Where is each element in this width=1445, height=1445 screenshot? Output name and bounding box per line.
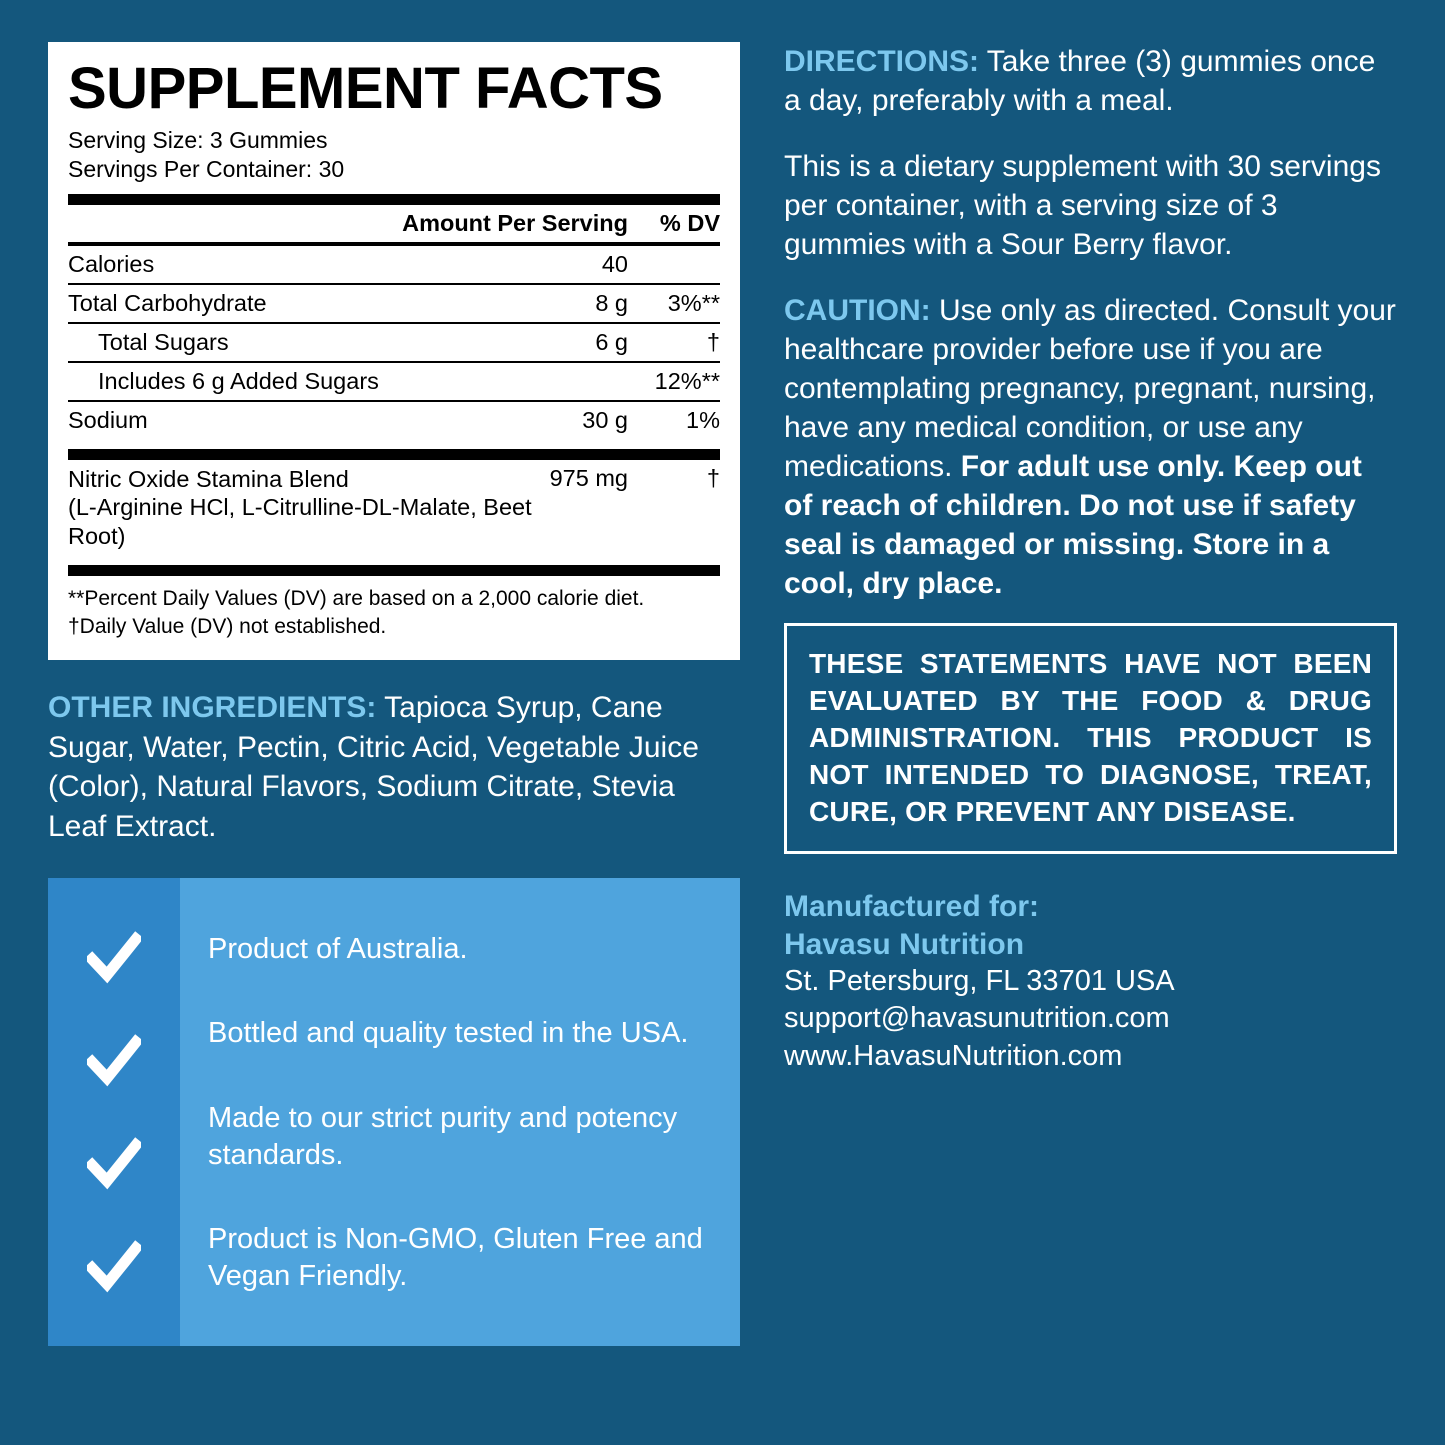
nutrient-rows-5 (68, 402, 720, 439)
feature-checklist (48, 878, 740, 1346)
nutrient-dv: 3%** (667, 289, 720, 316)
checklist-text-column (180, 878, 740, 1346)
caution-bold-text: For adult use only. Keep out of reach of children. Do not use if safety seal is damaged or missing. Store in a cool, dry place. (784, 450, 1362, 600)
blend-subingredients: (L-Arginine HCl, L-Citrulline-DL-Malate, Beet Root) (68, 494, 532, 549)
manufacturer-website[interactable]: www.HavasuNutrition.com (784, 1039, 1123, 1072)
nutrient-name: Total Carbohydrate (68, 289, 267, 316)
other-ingredients (48, 688, 740, 846)
checkmark-column (48, 878, 180, 1346)
manufacturer-name: Havasu Nutrition (784, 927, 1025, 961)
supplement-facts-table (68, 205, 720, 242)
nutrient-amount: 40 (601, 250, 628, 277)
left-column (48, 42, 740, 1403)
supplement-facts-panel (48, 42, 740, 660)
nutrient-amount: 30 g (582, 406, 628, 433)
other-ingredients-text: Tapioca Syrup, Cane Sugar, Water, Pectin, Citric Acid, Vegetable Juice (Color), Natural Flavors, Sodium Citrate, Stevia Leaf Extract. (48, 691, 699, 843)
blend-name: Nitric Oxide Stamina Blend (68, 465, 349, 492)
table-row (68, 363, 720, 400)
divider-thick-bottom (68, 565, 720, 576)
nutrient-rows-2 (68, 285, 720, 322)
table-row (68, 402, 720, 439)
manufacturer-block (784, 888, 1397, 1075)
nutrient-name: Total Sugars (98, 328, 229, 355)
fda-disclaimer-text: THESE STATEMENTS HAVE NOT BEEN EVALUATED BY THE FOOD & DRUG ADMINISTRATION. THIS PRODUCT IS NOT INTENDED TO DIAGNOSE, TREAT, CURE, OR PREVENT ANY DISEASE. (809, 648, 1372, 827)
supplement-facts-title: SUPPLEMENT FACTS (68, 56, 663, 121)
right-column-spacer (784, 1075, 1397, 1403)
blend-amount: 975 mg (549, 464, 628, 491)
manufacturer-address: St. Petersburg, FL 33701 USA (784, 965, 1175, 998)
nutrient-name: Sodium (68, 406, 148, 433)
list-item: Product of Australia. (208, 932, 468, 965)
nutrient-rows-4 (68, 363, 720, 400)
blend-dv: † (706, 464, 720, 491)
manufactured-for-label: Manufactured for: (784, 889, 1039, 923)
check-icon (87, 1240, 141, 1294)
divider-thick-mid (68, 449, 720, 460)
right-column (784, 42, 1397, 1403)
table-row (68, 285, 720, 322)
serving-size: Serving Size: 3 Gummies (68, 127, 328, 153)
directions-label: DIRECTIONS: (784, 45, 979, 78)
nutrient-dv (628, 246, 720, 283)
nutrient-amount: 6 g (595, 328, 628, 355)
list-item: Product is Non-GMO, Gluten Free and Vegan Friendly. (208, 1223, 703, 1292)
table-header-row (68, 205, 720, 242)
fda-disclaimer-box (784, 623, 1397, 854)
table-row (68, 324, 720, 361)
nutrient-name: Includes 6 g Added Sugars (98, 367, 379, 394)
manufacturer-email[interactable]: support@havasunutrition.com (784, 1002, 1170, 1035)
col-amount-per-serving: Amount Per Serving (402, 209, 628, 236)
caution-text: Use only as directed. Consult your healthcare provider before use if you are contemplating pregnancy, pregnant, nursing, have any medical condition, or use any medications. (784, 294, 1396, 483)
table-row (68, 246, 720, 283)
caution-label: CAUTION: (784, 294, 931, 327)
footnote-percent-dv: **Percent Daily Values (DV) are based on a 2,000 calorie diet. (68, 587, 645, 611)
check-icon (87, 931, 141, 985)
check-icon (87, 1034, 141, 1088)
description-block: This is a dietary supplement with 30 servings per container, with a serving size of 3 gummies with a Sour Berry flavor. (784, 150, 1381, 261)
list-item: Made to our strict purity and potency standards. (208, 1102, 678, 1171)
caution-block (784, 291, 1397, 603)
check-icon (87, 1137, 141, 1191)
nutrient-rows (68, 246, 720, 283)
nutrient-dv: 12%** (654, 367, 720, 394)
directions-text: Take three (3) gummies once a day, preferably with a meal. (784, 45, 1376, 117)
other-ingredients-label: OTHER INGREDIENTS: (48, 691, 377, 725)
nutrient-amount: 8 g (595, 289, 628, 316)
blend-row (68, 460, 720, 556)
nutrient-dv: † (706, 328, 720, 355)
directions-block (784, 42, 1397, 120)
list-item: Bottled and quality tested in the USA. (208, 1017, 689, 1050)
nutrient-dv: 1% (686, 406, 720, 433)
blend-cell (68, 460, 550, 556)
nutrient-name: Calories (68, 250, 155, 277)
col-percent-dv: % DV (659, 209, 720, 236)
servings-per-container: Servings Per Container: 30 (68, 155, 345, 182)
footnote-dagger: †Daily Value (DV) not established. (68, 614, 387, 638)
table-row (68, 460, 720, 556)
divider-thick-top (68, 194, 720, 205)
nutrient-rows-3 (68, 324, 720, 361)
